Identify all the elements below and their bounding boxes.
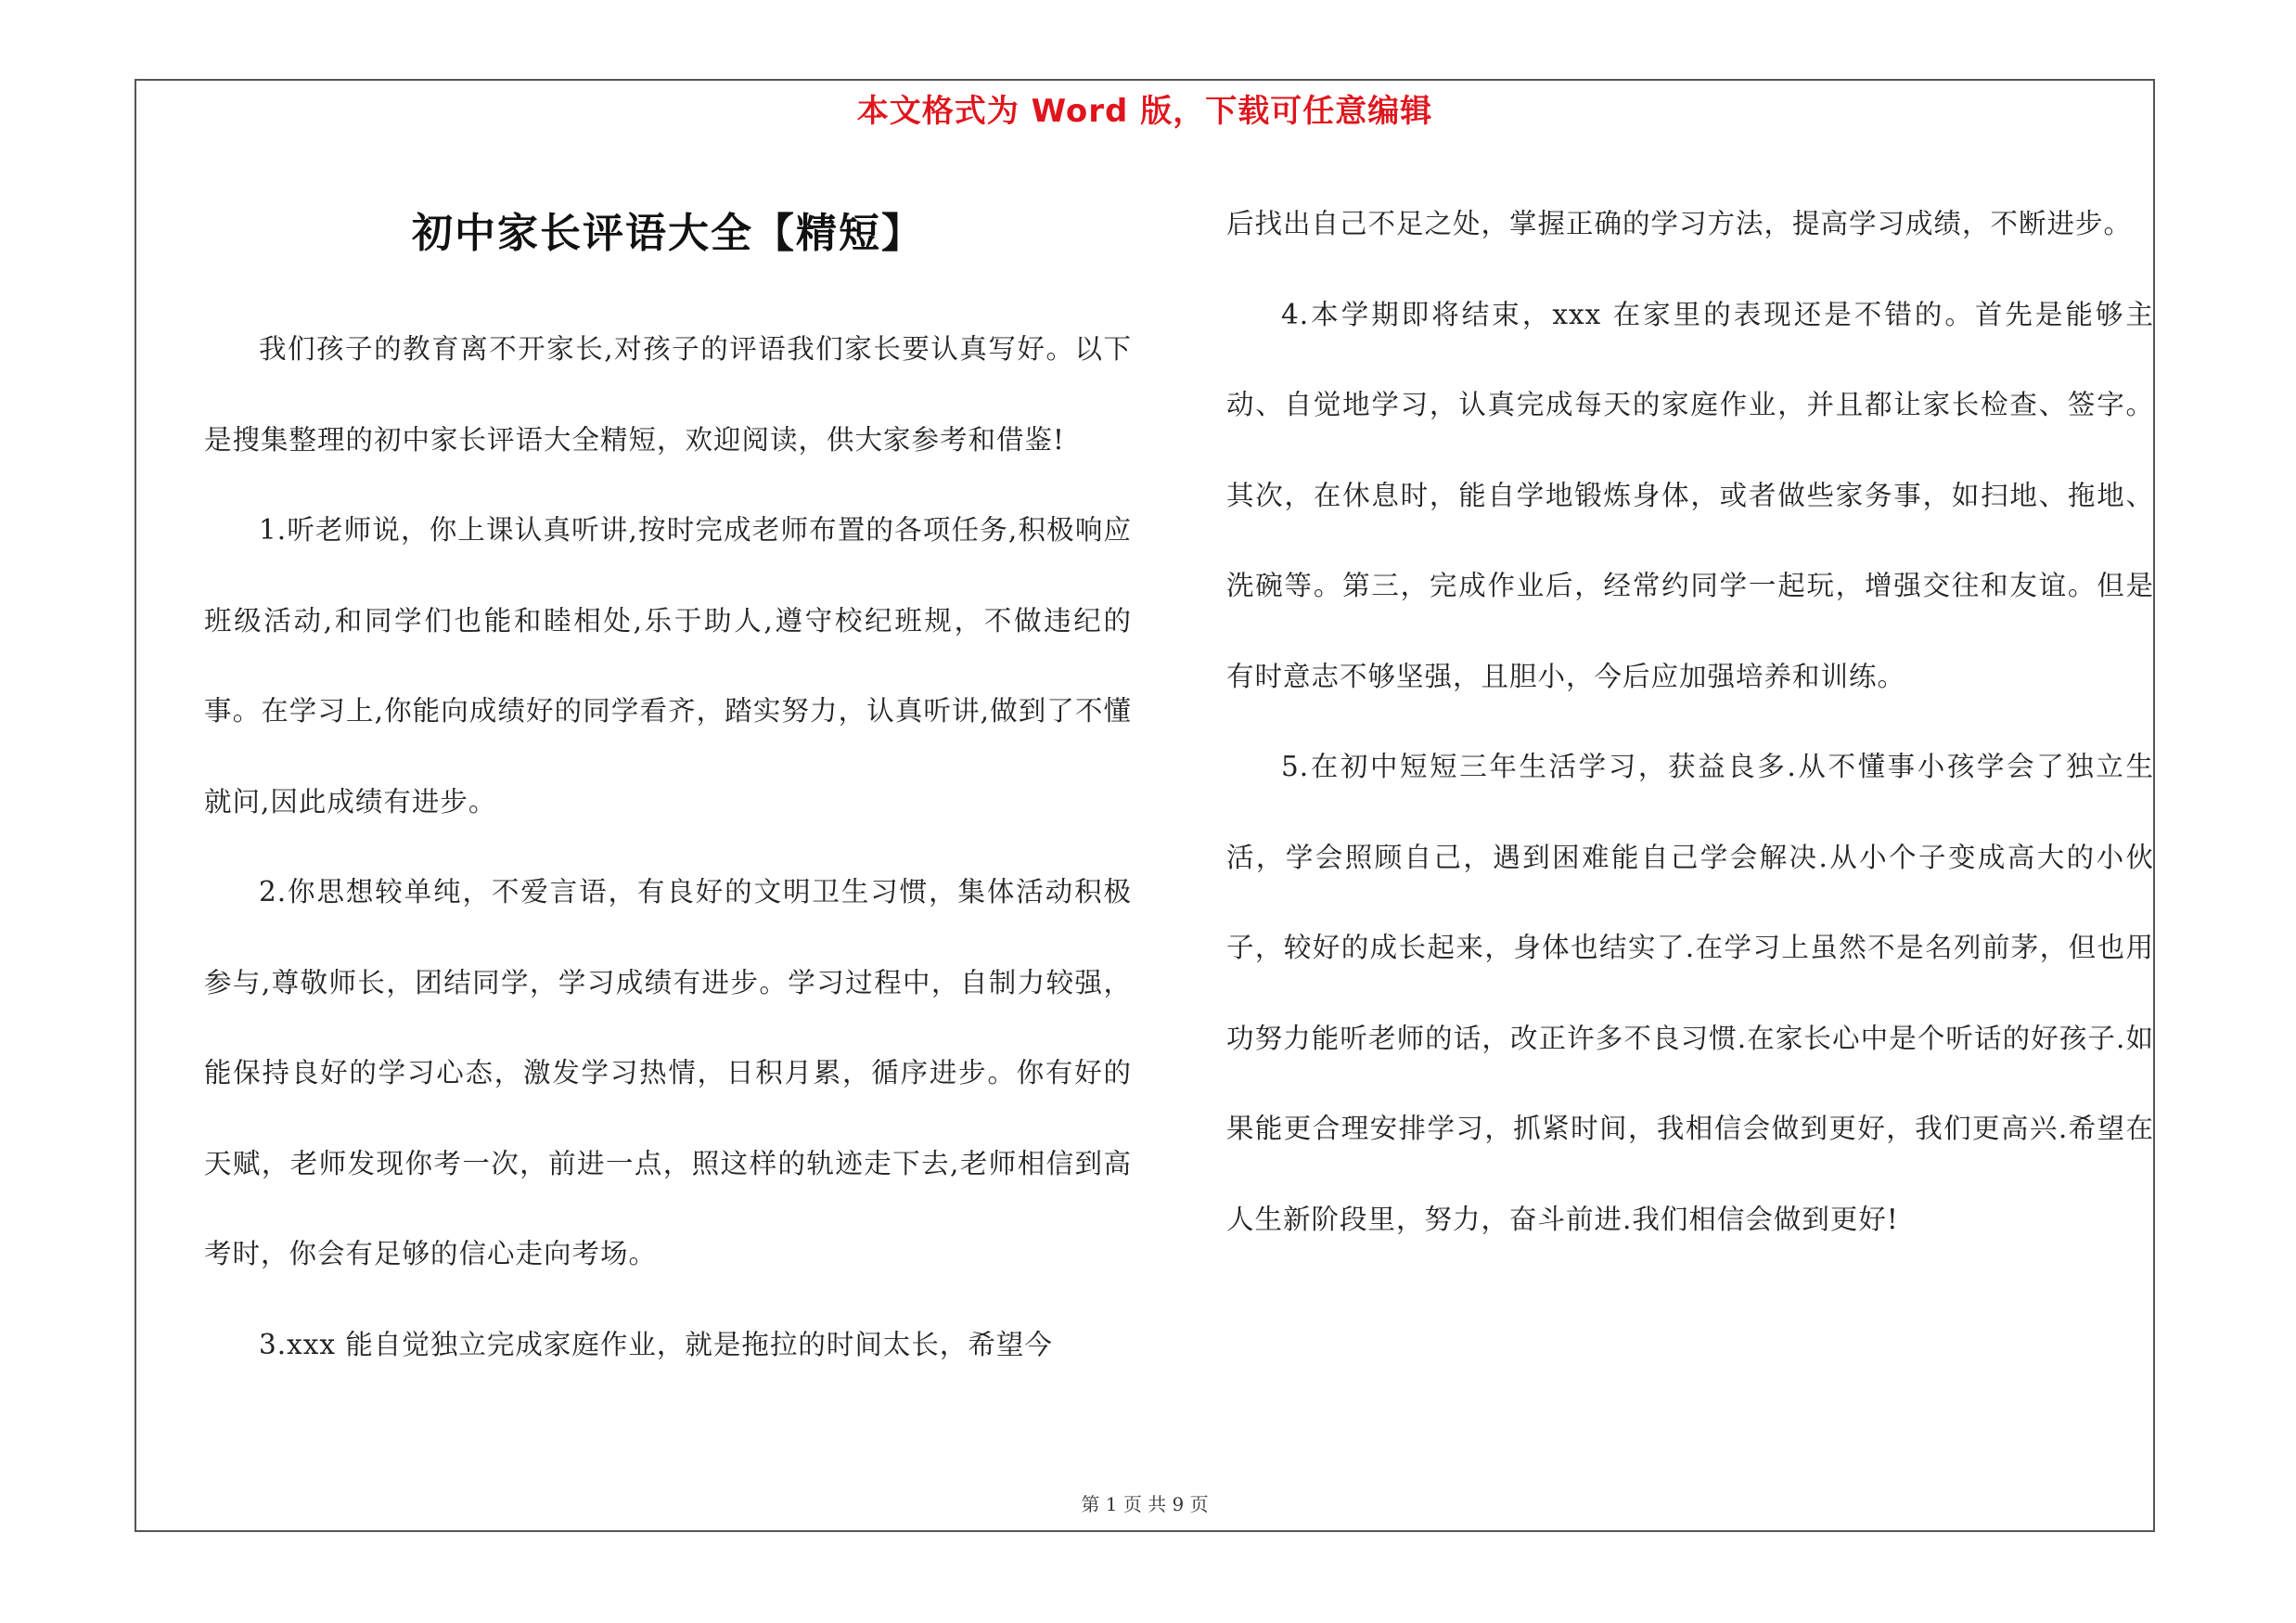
comment-paragraph-4: 4.本学期即将结束，xxx 在家里的表现还是不错的。首先是能够主动、自觉地学习，认真完成每天的家庭作业，并且都让家长检查、签字。其次，在休息时，能自学地锻炼身体，或者做些家务事，如扫地、拖地、洗碗等。第三，完成作业后，经常约同学一起玩，增强交往和友谊。但是有时意志不够坚强，且胆小，今后应加强培养和训练。	[1226, 298, 2154, 692]
comment-paragraph-1: 1.听老师说，你上课认真听讲,按时完成老师布置的各项任务,积极响应班级活动,和同学们也能和睦相处,乐于助人,遵守校纪班规，不做违纪的事。在学习上,你能向成绩好的同学看齐，踏实努力，认真听讲,做到了不懂就问,因此成绩有进步。	[204, 514, 1132, 818]
comment-paragraph-2: 2.你思想较单纯，不爱言语，有良好的文明卫生习惯，集体活动积极参与,尊敬师长，团结同学，学习成绩有进步。学习过程中，自制力较强，能保持良好的学习心态，激发学习热情，日积月累，循序进步。你有好的天赋，老师发现你考一次，前进一点，照这样的轨迹走下去,老师相信到高考时，你会有足够的信心走向考场。	[204, 876, 1132, 1269]
page-number-footer: 第 1 页 共 9 页	[1081, 1493, 1209, 1515]
comment-paragraph-3-continued: 后找出自己不足之处，掌握正确的学习方法，提高学习成绩，不断进步。	[1226, 208, 2133, 239]
comment-paragraph-5: 5.在初中短短三年生活学习，获益良多.从不懂事小孩学会了独立生活，学会照顾自己，遇到困难能自己学会解决.从小个子变成高大的小伙子，较好的成长起来，身体也结实了.在学习上虽然不是名列前茅，但也用功努力能听老师的话，改正许多不良习惯.在家长心中是个听话的好孩子.如果能更合理安排学习，抓紧时间，我相信会做到更好，我们更高兴.希望在人生新阶段里，努力，奋斗前进.我们相信会做到更好!	[1226, 751, 2154, 1235]
format-banner: 本文格式为 Word 版，下载可任意编辑	[856, 93, 1433, 130]
right-column	[1226, 179, 2154, 1265]
document-title: 初中家长评语大全【精短】	[412, 210, 924, 257]
intro-paragraph: 我们孩子的教育离不开家长,对孩子的评语我们家长要认真写好。以下是搜集整理的初中家长评语大全精短，欢迎阅读，供大家参考和借鉴!	[204, 333, 1132, 456]
left-column	[204, 167, 1132, 1390]
comment-paragraph-3-start: 3.xxx 能自觉独立完成家庭作业，就是拖拉的时间太长，希望今	[259, 1328, 1053, 1360]
